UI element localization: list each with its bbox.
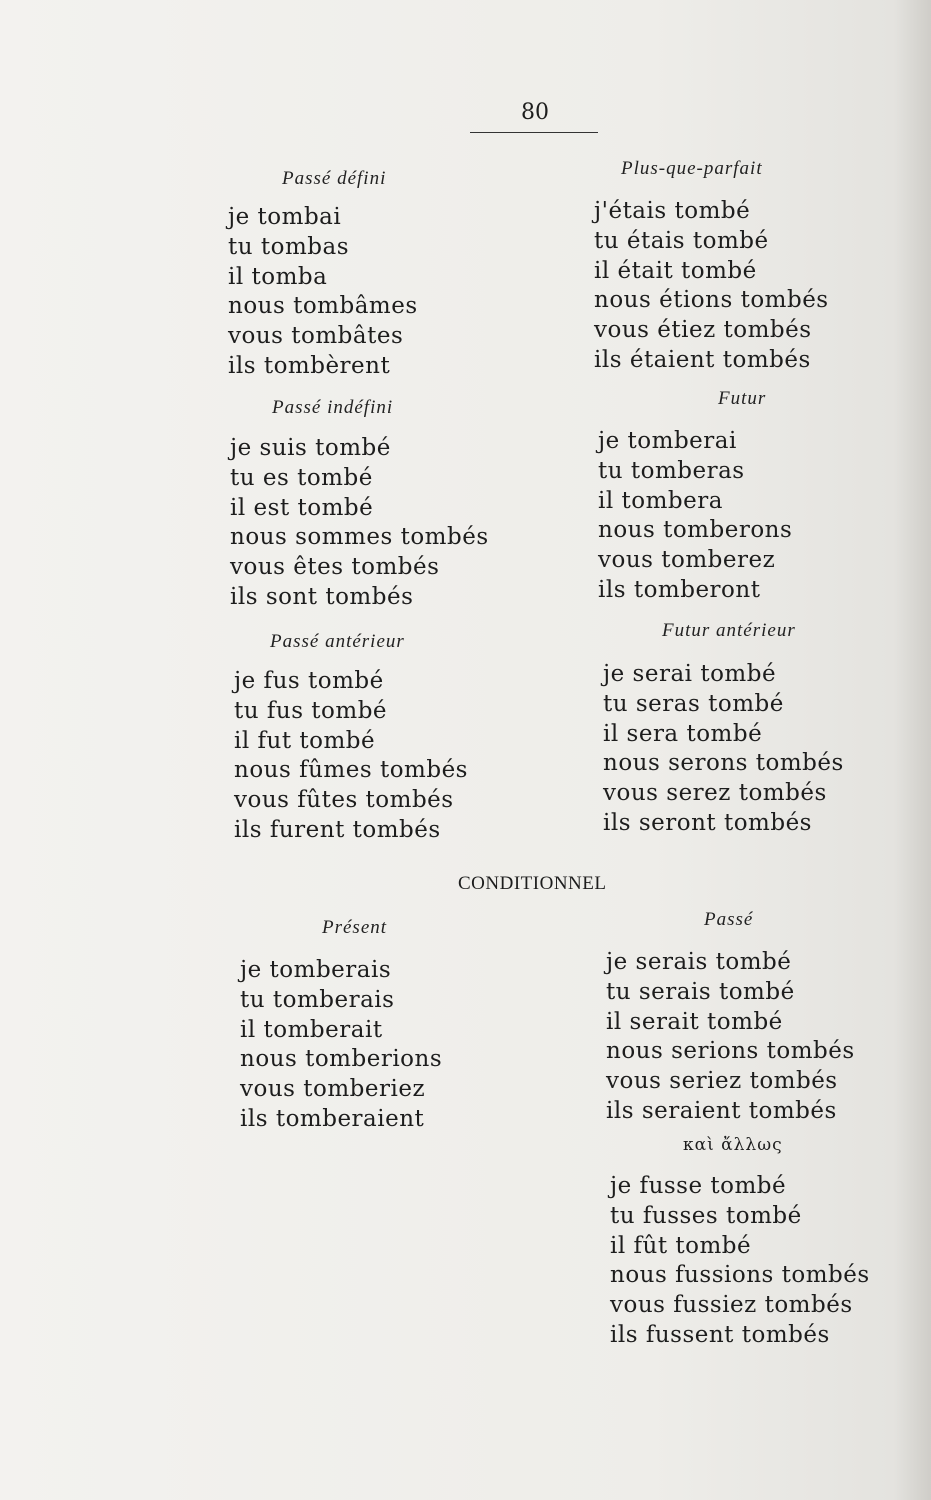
conjugation-line: vous serez tombés [603, 780, 827, 807]
conjugation-line: je tomberai [598, 428, 737, 454]
conjugation-cond-passe-alt [610, 1172, 870, 1351]
conjugation-line: tu étais tombé [594, 227, 769, 254]
conjugation-line: vous tomberez [598, 547, 776, 574]
conjugation-passe-indefini [230, 434, 489, 613]
conjugation-line: tu es tombé [230, 464, 373, 491]
heading-passe-anterieur: Passé antérieur [270, 631, 405, 652]
conjugation-line: il tomba [228, 263, 328, 290]
conjugation-line: nous tomberions [240, 1046, 443, 1073]
conjugation-line: nous sommes tombés [230, 524, 489, 551]
conjugation-line: je fus tombé [234, 668, 384, 694]
conjugation-line: vous seriez tombés [606, 1068, 838, 1095]
heading-plus-que-parfait: Plus-que-parfait [621, 158, 763, 179]
conjugation-line: il tombera [598, 487, 723, 514]
conjugation-line: ils fussent tombés [610, 1321, 830, 1348]
heading-cond-passe: Passé [704, 909, 754, 930]
conjugation-line: nous serions tombés [606, 1038, 855, 1065]
conjugation-line: vous fussiez tombés [610, 1292, 853, 1319]
conjugation-line: je fusse tombé [610, 1173, 787, 1199]
conjugation-line: nous étions tombés [594, 287, 829, 314]
conjugation-line: tu tombas [228, 233, 350, 260]
conjugation-line: il est tombé [230, 494, 374, 521]
greek-note: καὶ ἄλλως [683, 1135, 783, 1155]
page-number: 80 [521, 100, 549, 125]
conjugation-line: nous fussions tombés [610, 1262, 870, 1289]
conjugation-cond-present [240, 956, 442, 1135]
heading-passe-indefini: Passé indéfini [272, 397, 394, 418]
conjugation-line: tu seras tombé [603, 690, 784, 717]
conjugation-line: nous serons tombés [603, 750, 844, 777]
conjugation-line: ils tomberaient [240, 1105, 425, 1132]
conjugation-line: vous étiez tombés [594, 317, 812, 344]
conjugation-line: il fût tombé [610, 1232, 752, 1259]
conjugation-line: il tomberait [240, 1016, 383, 1043]
conjugation-line: ils sont tombés [230, 583, 414, 610]
conjugation-line: ils tomberont [598, 576, 761, 603]
conjugation-line: vous tomberiez [240, 1076, 426, 1103]
conjugation-line: ils seraient tombés [606, 1097, 837, 1124]
conjugation-line: il fut tombé [234, 727, 376, 754]
section-title-conditionnel: CONDITIONNEL [458, 873, 607, 894]
conjugation-line: je serai tombé [603, 661, 777, 687]
heading-cond-present: Présent [322, 917, 388, 938]
conjugation-passe-defini [228, 203, 418, 382]
conjugation-line: tu fusses tombé [610, 1202, 802, 1229]
conjugation-line: j'étais tombé [594, 198, 751, 224]
conjugation-line: ils étaient tombés [594, 346, 811, 373]
conjugation-line: tu serais tombé [606, 978, 795, 1005]
conjugation-line: nous tombâmes [228, 293, 418, 320]
heading-passe-defini: Passé défini [282, 168, 387, 189]
conjugation-line: nous fûmes tombés [234, 757, 468, 784]
conjugation-futur-anterieur [603, 660, 844, 839]
conjugation-line: ils tombèrent [228, 352, 391, 379]
heading-futur-anterieur: Futur antérieur [662, 620, 796, 641]
header-rule [470, 132, 598, 133]
conjugation-plus-que-parfait [594, 197, 829, 376]
conjugation-line: il sera tombé [603, 720, 763, 747]
conjugation-line: vous êtes tombés [230, 554, 440, 581]
conjugation-line: il était tombé [594, 257, 757, 284]
conjugation-line: tu tomberas [598, 457, 745, 484]
conjugation-futur [598, 427, 792, 606]
conjugation-line: vous tombâtes [228, 323, 404, 350]
conjugation-line: tu tomberais [240, 986, 395, 1013]
conjugation-line: je tombai [228, 204, 342, 230]
heading-futur: Futur [718, 388, 767, 409]
conjugation-line: je suis tombé [230, 435, 391, 461]
conjugation-line: vous fûtes tombés [234, 787, 454, 814]
conjugation-line: je tomberais [240, 957, 392, 983]
conjugation-line: je serais tombé [606, 949, 792, 975]
conjugation-passe-anterieur [234, 667, 468, 846]
conjugation-line: tu fus tombé [234, 697, 388, 724]
conjugation-line: il serait tombé [606, 1008, 783, 1035]
conjugation-line: ils furent tombés [234, 816, 441, 843]
conjugation-cond-passe [606, 948, 855, 1127]
conjugation-line: ils seront tombés [603, 809, 812, 836]
conjugation-line: nous tomberons [598, 517, 793, 544]
